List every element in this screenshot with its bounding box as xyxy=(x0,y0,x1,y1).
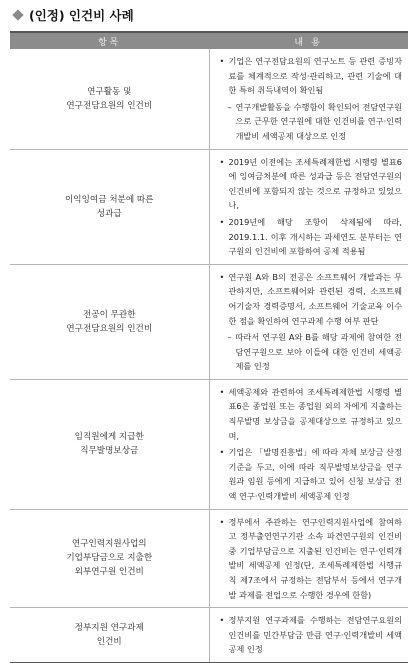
bullet-text: • 정부에서 주관하는 연구인력지원사업에 참여하고 정부출연연구기관 소속 파견연구원의 인건비 중 기업부담금으로 지출된 인건비는 연구·인력개발비 세액공제 인정(단, 조세특례제한법 시행규칙 제7조에서 규정하는 전담부서 등에서 연구개발 과제를 전업으로 수행한 경우에 한함) xyxy=(220,515,403,603)
header-item: 항목 xyxy=(10,32,209,49)
bullet-text: • 기업은 연구전담요원의 연구노트 등 관련 증빙자료를 체계적으로 작성·관리하고, 관련 기술에 대한 특허 취득내역이 확인됨 xyxy=(220,54,403,98)
dash-icon: – xyxy=(227,332,232,343)
category-line: 전공이 무관한 xyxy=(82,309,136,320)
sub-item xyxy=(220,100,403,144)
sub-item xyxy=(220,330,403,374)
row-category xyxy=(10,509,209,608)
row-category xyxy=(10,264,209,379)
sub-item-text: 연구개발활동을 수행함이 확인되어 전담연구원으로 근무한 연구원에 대한 인건비를 연구·인력개발비 세액공제 대상으로 인정 xyxy=(235,101,402,141)
category-line: 기업부담금으로 지출한 xyxy=(66,553,153,564)
row-category xyxy=(10,608,209,663)
row-content xyxy=(209,379,408,509)
labor-cost-cases-table xyxy=(10,31,408,663)
category-line: 성과급 xyxy=(96,208,122,219)
row-category xyxy=(10,49,209,149)
row-content xyxy=(209,509,408,608)
bullet-text: • 세액공제와 관련하여 조세특례제한법 시행령 별표6은 종업원 또는 종업원 외의 자에게 지출하는 직무발명 보상금을 공제대상으로 규정하고 있으며, xyxy=(220,385,403,443)
bullet-text: • 기업은 「발명진흥법」에 따라 자체 보상금 산정기준을 두고, 이에 따라 직무발명보상금을 연구원과 임원 등에게 지급하고 있어 신청 보상금 전액 연구·인력개발비 세액공제 인정 xyxy=(220,445,403,503)
sub-item-text: 따라서 연구원 A와 B를 해당 과제에 참여한 전담연구원으로 보아 이들에 대한 인건비 세액공제를 인정 xyxy=(235,332,402,372)
row-content xyxy=(209,608,408,663)
row-content xyxy=(209,264,408,379)
category-line: 임직원에게 지급한 xyxy=(74,432,144,443)
table-header-row xyxy=(10,32,408,49)
row-content xyxy=(209,49,408,149)
category-line: 연구전담요원의 인건비 xyxy=(66,100,153,111)
table-row xyxy=(10,49,408,149)
table-row xyxy=(10,379,408,509)
bullet-text: • 2019년 이전에는 조세특례제한법 시행령 별표6에 잉여금처분에 따른 성과급 등은 전담연구원의 인건비에 포함되지 않는 것으로 규정하고 있었으나, xyxy=(220,155,403,213)
category-line: 연구인력지원사업의 xyxy=(71,539,147,550)
page-title xyxy=(14,6,134,24)
bullet-text: • 정부지원 연구과제를 수행하는 전담연구요원의 인건비를 민간부담금 만큼 연구·인력개발비 세액공제 인정 xyxy=(220,613,403,657)
category-line: 연구활동 및 xyxy=(87,86,132,97)
diamond-bullet-icon xyxy=(12,9,23,20)
category-line: 이익잉여금 처분에 따른 xyxy=(65,194,154,205)
category-line: 연구전담요원의 인건비 xyxy=(66,323,153,334)
row-content xyxy=(209,149,408,264)
page-title-text: (인정) 인건비 사례 xyxy=(29,8,134,23)
header-content: 내 용 xyxy=(209,32,408,49)
category-line: 인건비 xyxy=(96,637,122,648)
bullet-text: • 2019년에 해당 조항이 삭제됨에 따라, 2019.1.1. 이후 개시하는 과세연도 분부터는 연구원의 인건비에 포함하여 공제 적용됨 xyxy=(220,215,403,259)
row-category xyxy=(10,379,209,509)
category-line: 정부지원 연구과제 xyxy=(74,623,144,634)
category-line: 외부연구원 인건비 xyxy=(74,567,144,578)
table-row xyxy=(10,608,408,663)
row-category xyxy=(10,149,209,264)
table-row xyxy=(10,149,408,264)
category-line: 직무발명보상금 xyxy=(80,446,139,457)
table-row xyxy=(10,264,408,379)
bullet-text: • 연구원 A와 B의 전공은 소프트웨어 개발과는 무관하지만, 소프트웨어와 관련된 경력, 소프트웨어기술자 경력증명서, 소프트웨어 기술교육 이수한 점을 확인하여 연구과제 수행 여부 판단 xyxy=(220,270,403,328)
table-row xyxy=(10,509,408,608)
dash-icon: – xyxy=(227,101,232,112)
